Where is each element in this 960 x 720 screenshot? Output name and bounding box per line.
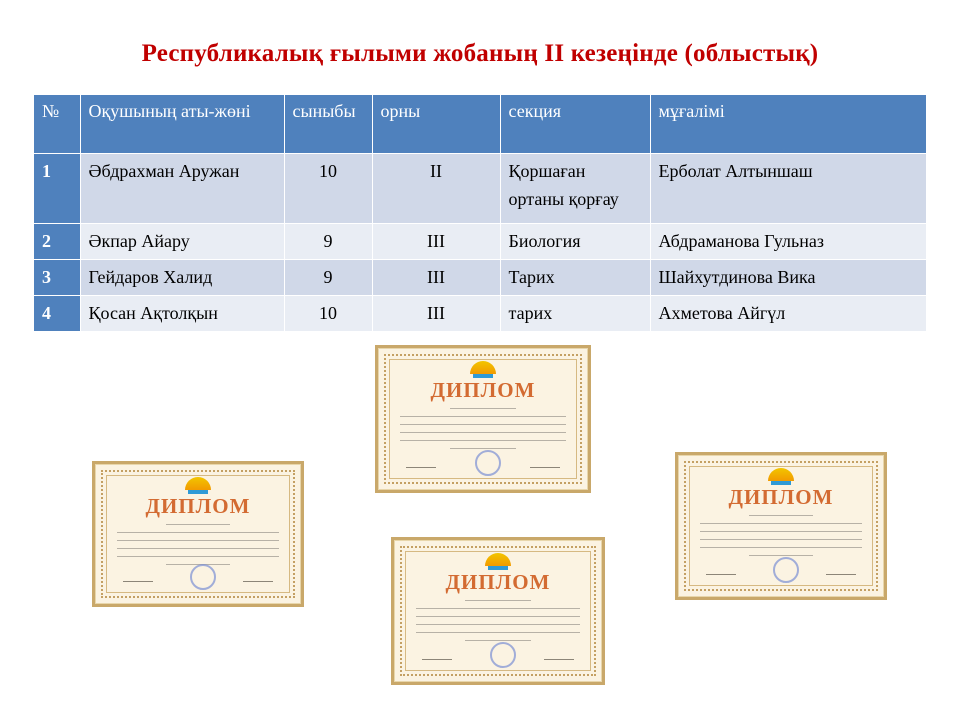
diploma-image-left [92,461,304,607]
cell-place: ІІІ [372,224,500,260]
diploma-title: ДИПЛОМ [145,494,251,518]
cell-teacher: Абдраманова Гульназ [650,224,926,260]
cell-student-name: Әкпар Айару [80,224,284,260]
header-place: орны [372,95,500,154]
diploma-image-right [675,452,887,600]
stamp-icon [190,564,216,590]
table-header-row [34,95,926,154]
cell-number: 3 [34,260,80,296]
cell-section: Биология [500,224,650,260]
cell-grade: 9 [284,224,372,260]
table-row [34,296,926,332]
cell-student-name: Қосан Ақтолқын [80,296,284,332]
header-student-name: Оқушының аты-жөні [80,95,284,154]
diploma-image-top [375,345,591,493]
stamp-icon [490,642,516,668]
header-grade: сыныбы [284,95,372,154]
header-teacher: мұғалімі [650,95,926,154]
cell-section: Тарих [500,260,650,296]
cell-student-name: Әбдрахман Аружан [80,154,284,224]
cell-section: Қоршаған ортаны қорғау [500,154,650,224]
cell-place: ІІІ [372,296,500,332]
cell-number: 1 [34,154,80,224]
results-table [34,95,926,331]
page-title: Республикалық ғылыми жобаның ІІ кезеңінде (облыстық) [141,40,819,67]
cell-grade: 10 [284,154,372,224]
table-row [34,224,926,260]
header-number: № [34,95,80,154]
cell-teacher: Шайхутдинова Вика [650,260,926,296]
cell-section: тарих [500,296,650,332]
diploma-image-bottom [391,537,605,685]
stamp-icon [475,450,501,476]
cell-grade: 9 [284,260,372,296]
diploma-title: ДИПЛОМ [445,570,551,594]
header-section: секция [500,95,650,154]
cell-number: 4 [34,296,80,332]
cell-teacher: Ерболат Алтыншаш [650,154,926,224]
table-row [34,154,926,224]
diploma-title: ДИПЛОМ [728,485,834,509]
cell-teacher: Ахметова Айгүл [650,296,926,332]
stamp-icon [773,557,799,583]
cell-grade: 10 [284,296,372,332]
table-row [34,260,926,296]
diploma-title: ДИПЛОМ [430,378,536,402]
cell-place: ІІІ [372,260,500,296]
cell-student-name: Гейдаров Халид [80,260,284,296]
cell-place: ІІ [372,154,500,224]
cell-number: 2 [34,224,80,260]
